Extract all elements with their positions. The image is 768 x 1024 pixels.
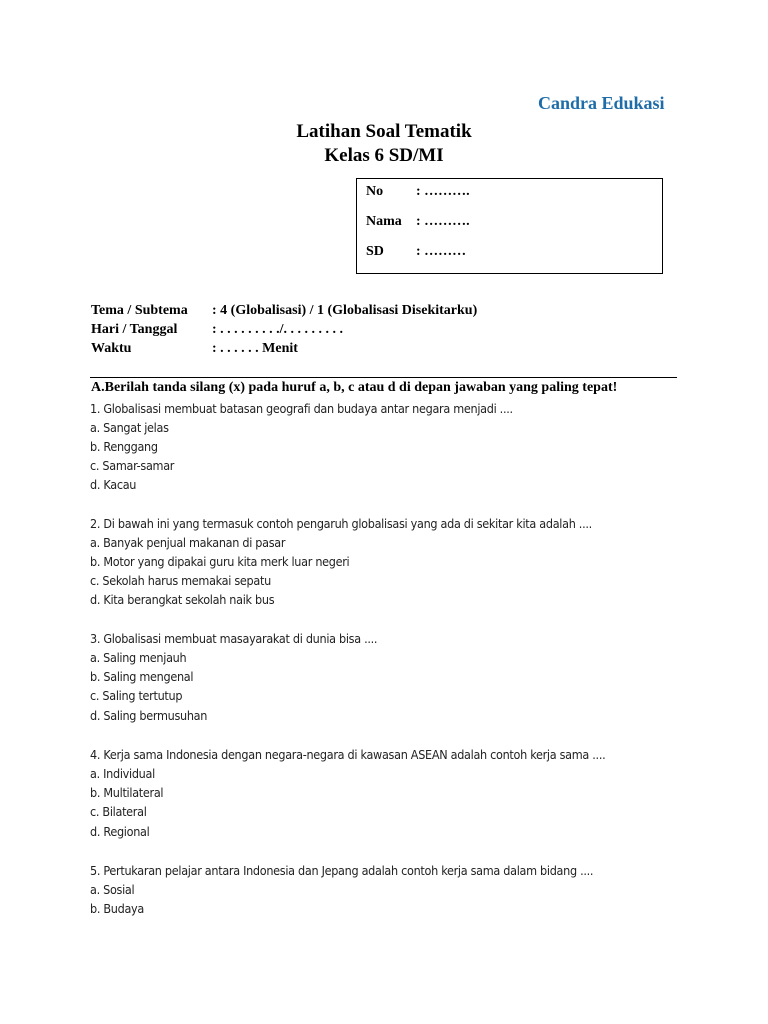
question-5-option-a: a. Sosial (90, 882, 135, 897)
student-name-value: : ………. (416, 214, 470, 229)
question-4-option-b: b. Multilateral (90, 785, 164, 800)
question-3-text: 3. Globalisasi membuat masayarakat di dunia bisa .... (90, 631, 378, 646)
question-1-option-a: a. Sangat jelas (90, 420, 169, 435)
meta-time-value: : . . . . . . Menit (212, 341, 298, 356)
question-2-option-c: c. Sekolah harus memakai sepatu (90, 573, 271, 588)
question-2-option-b: b. Motor yang dipakai guru kita merk luar negeri (90, 554, 350, 569)
divider-line (90, 377, 677, 378)
document-title: Latihan Soal Tematik (296, 121, 472, 142)
meta-date-value: : . . . . . . . . ./. . . . . . . . . (212, 322, 344, 337)
student-name-label: Nama (366, 214, 402, 229)
question-1-option-c: c. Samar-samar (90, 458, 175, 473)
question-1-option-d: d. Kacau (90, 477, 137, 492)
student-number-row (366, 184, 470, 200)
section-instruction: A.Berilah tanda silang (x) pada huruf a, b, c atau d di depan jawaban yang paling tepat! (91, 380, 618, 395)
meta-time-row (91, 341, 298, 357)
question-1-option-b: b. Renggang (90, 439, 158, 454)
question-3-option-b: b. Saling mengenal (90, 669, 194, 684)
student-number-value: : ………. (416, 184, 470, 199)
question-1-text: 1. Globalisasi membuat batasan geografi dan budaya antar negara menjadi .... (90, 401, 513, 416)
question-2-text: 2. Di bawah ini yang termasuk contoh pengaruh globalisasi yang ada di sekitar kita adalah .... (90, 516, 592, 531)
meta-theme-value: : 4 (Globalisasi) / 1 (Globalisasi Disekitarku) (212, 303, 478, 318)
student-identity-box (356, 178, 663, 274)
meta-theme-row (91, 303, 477, 319)
brand-name: Candra Edukasi (538, 93, 665, 113)
meta-theme-label: Tema / Subtema (91, 303, 188, 318)
question-4-option-a: a. Individual (90, 766, 155, 781)
student-school-label: SD (366, 244, 384, 259)
meta-date-row (91, 322, 343, 338)
student-school-row (366, 244, 466, 260)
student-number-label: No (366, 184, 384, 199)
student-name-row (366, 214, 470, 230)
question-5-option-b: b. Budaya (90, 901, 145, 916)
question-3-option-d: d. Saling bermusuhan (90, 708, 208, 723)
meta-time-label: Waktu (91, 341, 132, 356)
question-3-option-c: c. Saling tertutup (90, 688, 183, 703)
question-2-option-d: d. Kita berangkat sekolah naik bus (90, 592, 275, 607)
question-5-text: 5. Pertukaran pelajar antara Indonesia dan Jepang adalah contoh kerja sama dalam bidang .... (90, 863, 594, 878)
document-subtitle: Kelas 6 SD/MI (324, 145, 444, 166)
question-4-text: 4. Kerja sama Indonesia dengan negara-negara di kawasan ASEAN adalah contoh kerja sama .... (90, 747, 606, 762)
student-school-value: : ……… (416, 244, 467, 259)
question-3-option-a: a. Saling menjauh (90, 650, 187, 665)
meta-date-label: Hari / Tanggal (91, 322, 178, 337)
question-4-option-c: c. Bilateral (90, 804, 147, 819)
question-4-option-d: d. Regional (90, 824, 150, 839)
question-2-option-a: a. Banyak penjual makanan di pasar (90, 535, 286, 550)
